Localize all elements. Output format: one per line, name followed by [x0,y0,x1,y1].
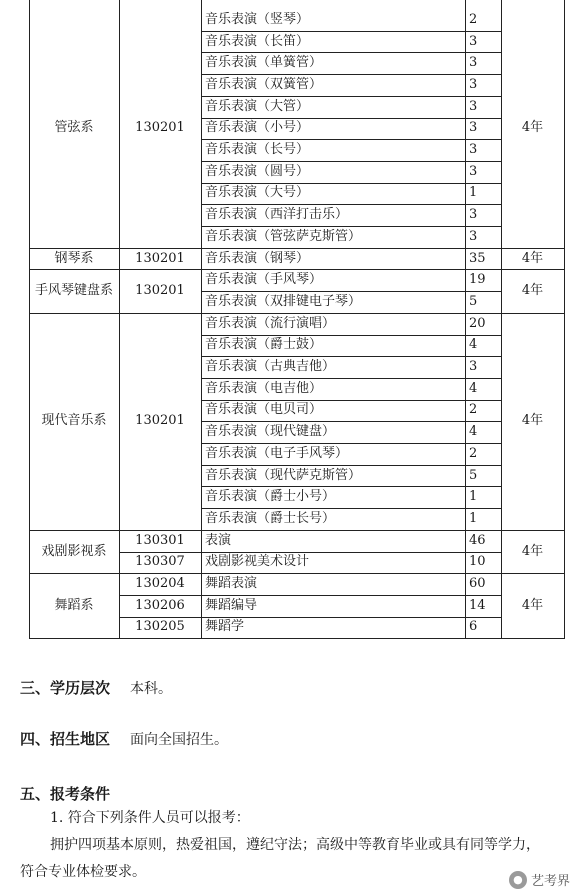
section-5-paragraph-1: 1. 符合下列条件人员可以报考： [50,810,250,826]
major-cell: 音乐表演（双排键电子琴） [205,293,362,309]
code-cell: 130307 [135,554,185,570]
major-cell: 音乐表演（单簧管） [205,55,323,71]
major-cell: 音乐表演（爵士长号） [205,510,336,526]
quota-cell: 2 [469,402,478,418]
years-cell: 4年 [521,543,544,559]
major-cell: 音乐表演（钢琴） [205,250,310,266]
quota-cell: 3 [469,98,478,114]
quota-cell: 3 [469,163,478,179]
table-row-line [201,356,501,357]
quota-cell: 1 [469,185,478,201]
quota-cell: 1 [469,489,478,505]
table-row-line [201,183,501,184]
code-cell: 130206 [135,597,185,613]
major-cell: 音乐表演（长号） [205,142,310,158]
years-cell: 4年 [521,250,544,266]
dept-cell: 钢琴系 [54,250,94,266]
section-4-title: 四、招生地区 [20,730,111,748]
section-3-text: 本科。 [130,681,172,697]
code-cell: 130201 [135,120,185,136]
table-row-line [201,139,501,140]
table-group-line [29,638,565,639]
major-cell: 音乐表演（竖琴） [205,11,310,27]
quota-cell: 3 [469,207,478,223]
table-row-line [201,378,501,379]
major-cell: 音乐表演（现代萨克斯管） [205,467,362,483]
section-3-title: 三、学历层次 [20,679,111,697]
quota-cell: 1 [469,510,478,526]
years-cell: 4年 [521,597,544,613]
years-cell: 4年 [521,120,544,136]
major-cell: 音乐表演（西洋打击乐） [205,207,349,223]
quota-cell: 2 [469,445,478,461]
code-cell: 130301 [135,532,185,548]
quota-cell: 60 [469,576,486,592]
quota-cell: 5 [469,467,478,483]
table-row-line [201,204,501,205]
table-row-line [201,335,501,336]
years-cell: 4年 [521,413,544,429]
quota-cell: 46 [469,532,486,548]
major-cell: 音乐表演（电吉他） [205,380,323,396]
quota-cell: 3 [469,76,478,92]
watermark [509,870,570,889]
table-row-line [201,161,501,162]
code-cell: 130204 [135,576,185,592]
major-cell: 表演 [205,532,232,548]
table-row-line [201,421,501,422]
table-row-line [201,508,501,509]
dept-cell: 戏剧影视系 [41,543,107,559]
major-cell: 音乐表演（流行演唱） [205,315,336,331]
quota-cell: 4 [469,380,478,396]
watermark-text: 艺考界 [530,874,570,889]
table-row-line [119,595,501,596]
table-row-line [201,465,501,466]
table-row-line [201,291,501,292]
major-cell: 音乐表演（长笛） [205,33,310,49]
dept-cell: 现代音乐系 [41,413,107,429]
table-row-line [119,617,501,618]
quota-cell: 2 [469,11,478,27]
quota-cell: 3 [469,55,478,71]
table-row-line [201,52,501,53]
dept-cell: 手风琴键盘系 [34,283,113,299]
major-cell: 音乐表演（爵士鼓） [205,337,323,353]
section-5-paragraph-3: 符合专业体检要求。 [20,864,146,880]
quota-cell: 4 [469,424,478,440]
quota-cell: 10 [469,554,486,570]
admissions-table [29,0,564,642]
major-cell: 音乐表演（手风琴） [205,272,323,288]
section-5-paragraph-2: 拥护四项基本原则，热爱祖国，遵纪守法；高级中等教育毕业或具有同等学力， [50,837,540,853]
quota-cell: 3 [469,228,478,244]
table-row-line [201,118,501,119]
table-row-line [119,552,501,553]
code-cell: 130201 [135,283,185,299]
years-cell: 4年 [521,283,544,299]
quota-cell: 6 [469,619,478,635]
section-4-text: 面向全国招生。 [130,732,228,748]
wechat-icon: ● [509,871,527,889]
quota-cell: 3 [469,120,478,136]
table-row-line [201,443,501,444]
major-cell: 音乐表演（小号） [205,120,310,136]
dept-cell: 舞蹈系 [54,597,94,613]
section-5-title: 五、报考条件 [20,785,111,803]
major-cell: 音乐表演（管弦萨克斯管） [205,228,362,244]
major-cell: 音乐表演（大管） [205,98,310,114]
code-cell: 130201 [135,413,185,429]
code-cell: 130205 [135,619,185,635]
major-cell: 戏剧影视美术设计 [205,554,310,570]
quota-cell: 35 [469,250,486,266]
table-row-line [201,74,501,75]
quota-cell: 3 [469,359,478,375]
quota-cell: 20 [469,315,486,331]
quota-cell: 5 [469,293,478,309]
quota-cell: 4 [469,337,478,353]
table-row-line [201,96,501,97]
major-cell: 舞蹈学 [205,619,245,635]
quota-cell: 3 [469,142,478,158]
code-cell: 130201 [135,250,185,266]
table-border-right [564,0,565,638]
major-cell: 音乐表演（电贝司） [205,402,323,418]
major-cell: 音乐表演（双簧管） [205,76,323,92]
major-cell: 舞蹈表演 [205,576,258,592]
table-row-line [201,486,501,487]
major-cell: 音乐表演（古典吉他） [205,359,336,375]
major-cell: 音乐表演（圆号） [205,163,310,179]
quota-cell: 19 [469,272,486,288]
major-cell: 音乐表演（电子手风琴） [205,445,349,461]
quota-cell: 14 [469,597,486,613]
major-cell: 音乐表演（大号） [205,185,310,201]
table-row-line [201,400,501,401]
major-cell: 音乐表演（爵士小号） [205,489,336,505]
table-row-line [201,226,501,227]
table-row-line [201,31,501,32]
dept-cell: 管弦系 [54,120,94,136]
major-cell: 音乐表演（现代键盘） [205,424,336,440]
major-cell: 舞蹈编导 [205,597,258,613]
quota-cell: 3 [469,33,478,49]
